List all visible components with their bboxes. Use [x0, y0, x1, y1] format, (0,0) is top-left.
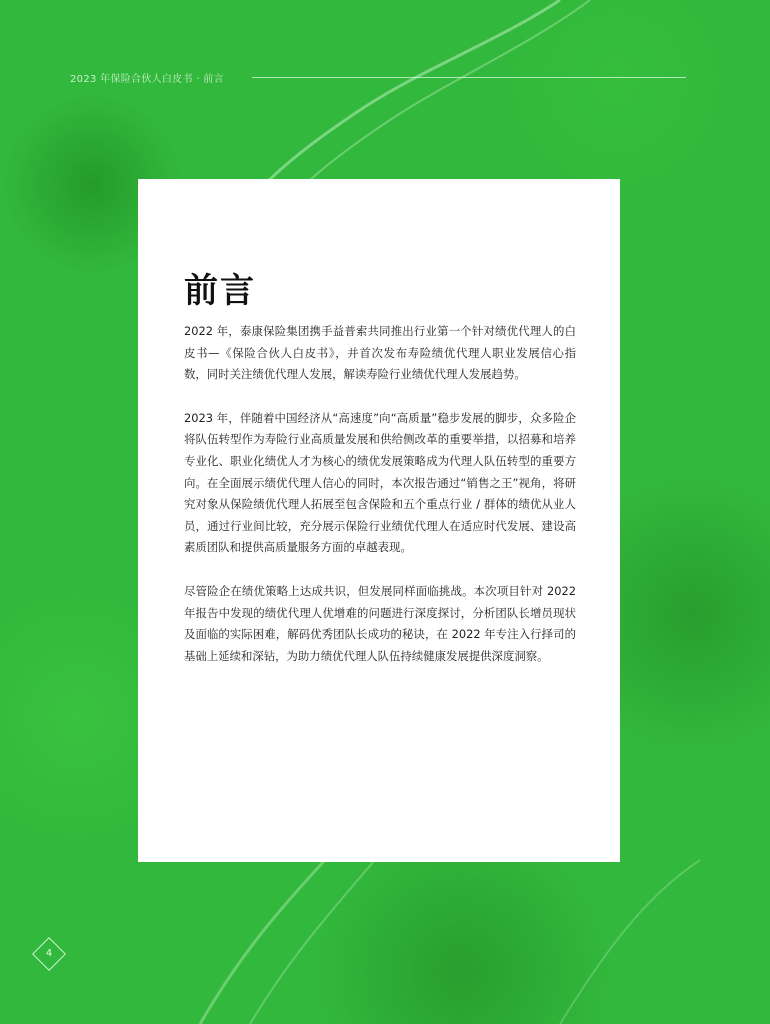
paragraph-1: 2022 年，泰康保险集团携手益普索共同推出行业第一个针对绩优代理人的白皮书—《保险合伙人白皮书》，并首次发布寿险绩优代理人职业发展信心指数，同时关注绩优代理人发展，解读寿险行业绩优代理人发展趋势。: [184, 324, 576, 382]
page-number: 4: [45, 948, 53, 959]
content-card: [138, 179, 620, 862]
page-title: 前言: [184, 271, 256, 311]
body-text: [184, 321, 576, 689]
running-header: 2023 年保险合伙人白皮书 · 前言: [70, 74, 224, 85]
paragraph-2: 2023 年，伴随着中国经济从“高速度”向“高质量”稳步发展的脚步，众多险企将队伍转型作为寿险行业高质量发展和供给侧改革的重要举措，以招募和培养专业化、职业化绩优人才为核心的绩优发展策略成为代理人队伍转型的重要方向。在全面展示绩优代理人信心的同时，本次报告通过“销售之王”视角，将研究对象从保险绩优代理人拓展至包含保险和五个重点行业 / 群体的绩优从业人员，通过行业间比较，充分展示保险行业绩优代理人在适应时代发展、建设高素质团队和提供高质量服务方面的卓越表现。: [184, 410, 576, 555]
header-divider: [252, 77, 686, 78]
paragraph-3: 尽管险企在绩优策略上达成共识，但发展同样面临挑战。本次项目针对 2022 年报告中发现的绩优代理人优增难的问题进行深度探讨，分析团队长增员现状及面临的实际困难，解码优秀团队长成功的秘诀，在 2022 年专注入行择司的基础上延续和深钻，为助力绩优代理人队伍持续健康发展提供深度洞察。: [184, 583, 576, 663]
